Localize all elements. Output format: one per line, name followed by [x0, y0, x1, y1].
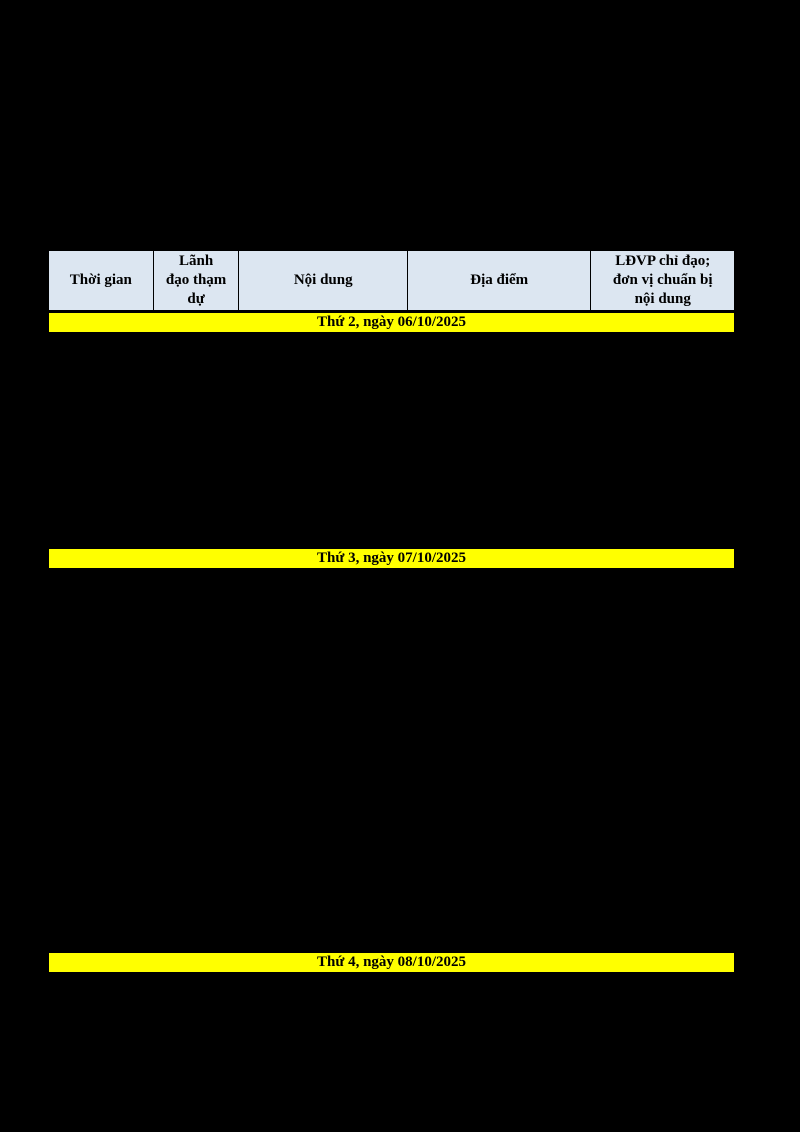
header-location — [408, 251, 591, 310]
day-label: Thứ 4, ngày 08/10/2025 — [316, 954, 467, 970]
day-row-monday — [48, 312, 735, 333]
day-label: Thứ 3, ngày 07/10/2025 — [316, 550, 467, 566]
schedule-table-header — [48, 250, 735, 311]
header-director — [591, 251, 734, 310]
header-time-label: Thời gian — [69, 272, 132, 288]
day-label: Thứ 2, ngày 06/10/2025 — [316, 314, 467, 330]
header-time — [49, 251, 154, 310]
header-leader — [154, 251, 240, 310]
header-director-label: LĐVP chỉ đạo; đơn vị chuẩn bị nội dung — [612, 253, 713, 307]
day-row-wednesday — [48, 952, 735, 973]
header-content-label: Nội dung — [293, 272, 353, 288]
header-content — [239, 251, 408, 310]
header-location-label: Địa điểm — [470, 272, 529, 288]
header-leader-label: Lãnh đạo thạm dự — [165, 253, 227, 307]
day-row-tuesday — [48, 548, 735, 569]
